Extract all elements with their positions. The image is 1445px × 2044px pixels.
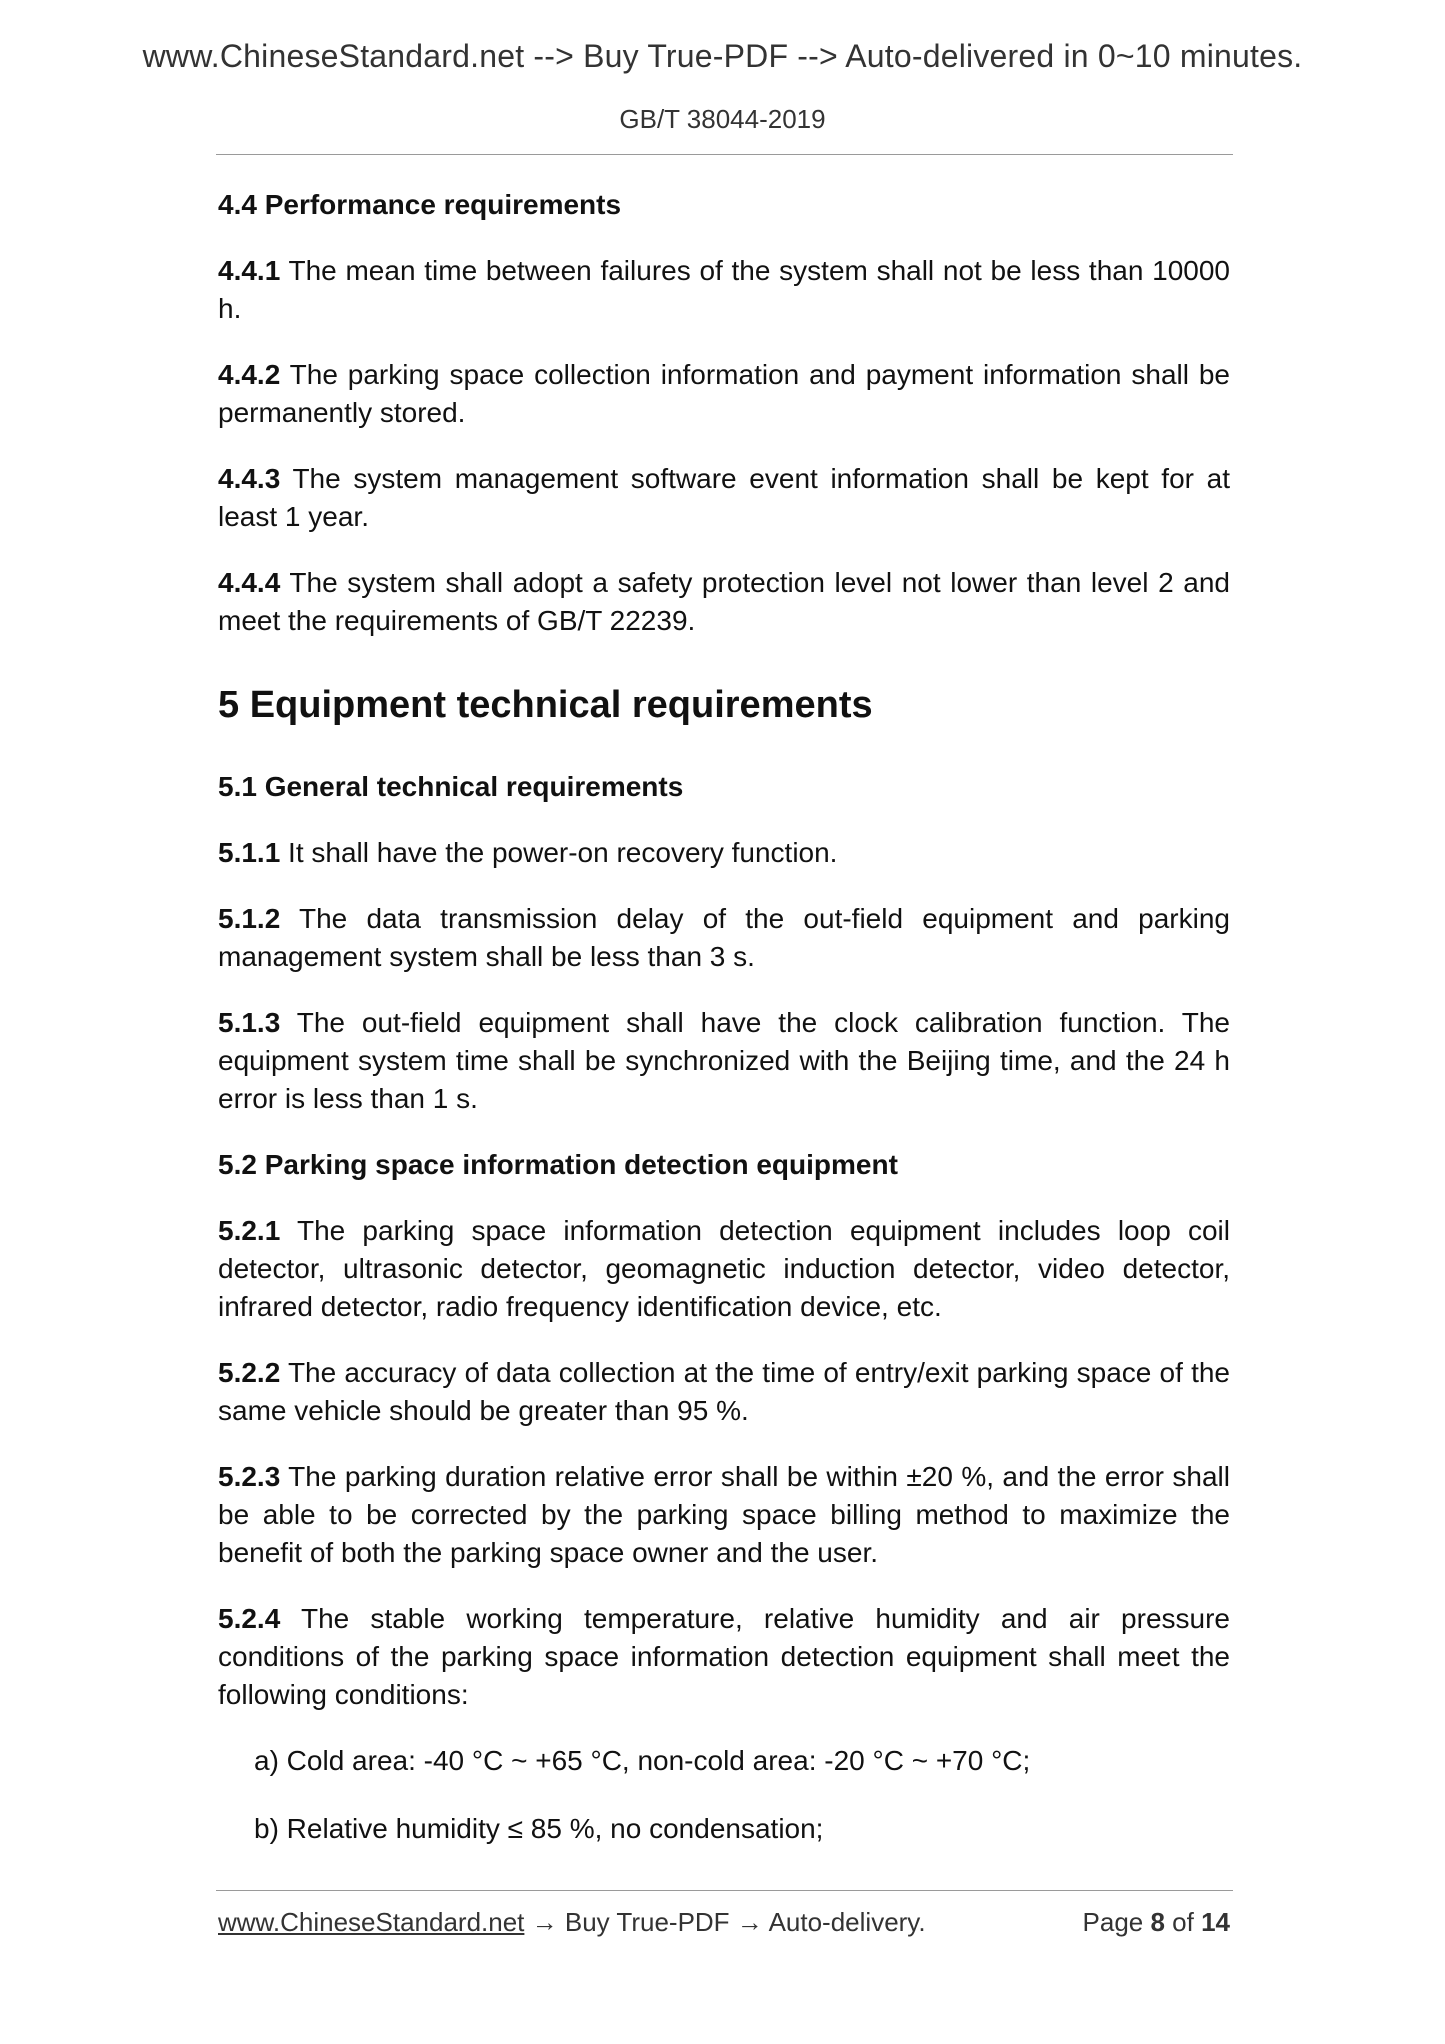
footer-divider bbox=[216, 1890, 1233, 1891]
clause-5-1-1 bbox=[218, 834, 1230, 872]
clause-5-2-4 bbox=[218, 1600, 1230, 1714]
clause-4-4-4 bbox=[218, 564, 1230, 640]
clause-number: 5.2.4 bbox=[218, 1603, 281, 1634]
clause-number: 5.1.3 bbox=[218, 1007, 281, 1038]
clause-text: The system shall adopt a safety protection level not lower than level 2 and meet the requirements of GB/T 22239. bbox=[218, 567, 1230, 636]
clause-text: The parking duration relative error shall be within ±20 %, and the error shall be able to be corrected by the parking space billing method to maximize the benefit of both the parking space owner and the user. bbox=[218, 1461, 1230, 1568]
section-heading-4-4: 4.4 Performance requirements bbox=[218, 189, 622, 220]
clause-5-2-3 bbox=[218, 1458, 1230, 1572]
clause-text: The out-field equipment shall have the clock calibration function. The equipment system time shall be synchronized with the Beijing time, and the 24 h error is less than 1 s. bbox=[218, 1007, 1230, 1114]
footer-tagline: → Buy True-PDF → Auto-delivery. bbox=[524, 1907, 926, 1937]
clause-5-2-2 bbox=[218, 1354, 1230, 1430]
clause-text: It shall have the power-on recovery function. bbox=[280, 837, 838, 868]
clause-4-4-2 bbox=[218, 356, 1230, 432]
clause-number: 5.2.1 bbox=[218, 1215, 281, 1246]
clause-text: The accuracy of data collection at the time of entry/exit parking space of the same vehicle should be greater than 95 %. bbox=[218, 1357, 1230, 1426]
clause-number: 4.4.4 bbox=[218, 567, 281, 598]
document-body bbox=[218, 186, 1230, 1878]
section-heading-5-1: 5.1 General technical requirements bbox=[218, 771, 684, 802]
clause-text: The system management software event information shall be kept for at least 1 year. bbox=[218, 463, 1230, 532]
section-heading-5-2: 5.2 Parking space information detection equipment bbox=[218, 1149, 898, 1180]
chapter-heading-5: 5 Equipment technical requirements bbox=[218, 684, 873, 726]
clause-4-4-3 bbox=[218, 460, 1230, 536]
clause-text: The parking space information detection equipment includes loop coil detector, ultrasonic detector, geomagnetic induction detector, video detector, infrared detector, radio frequency identification device, etc. bbox=[218, 1215, 1230, 1322]
top-banner: www.ChineseStandard.net --> Buy True-PDF --> Auto-delivered in 0~10 minutes. bbox=[142, 38, 1303, 74]
clause-number: 4.4.2 bbox=[218, 359, 281, 390]
clause-5-1-2 bbox=[218, 900, 1230, 976]
clause-number: 5.2.3 bbox=[218, 1461, 281, 1492]
page-number bbox=[1083, 1907, 1230, 1938]
clause-number: 4.4.3 bbox=[218, 463, 281, 494]
clause-text: The data transmission delay of the out-field equipment and parking management system shall be less than 3 s. bbox=[218, 903, 1230, 972]
clause-number: 4.4.1 bbox=[218, 255, 281, 286]
footer-left bbox=[218, 1907, 926, 1938]
page-label: Page bbox=[1082, 1907, 1151, 1937]
page-current: 8 bbox=[1150, 1907, 1165, 1937]
clause-text: The mean time between failures of the system shall not be less than 10000 h. bbox=[218, 255, 1230, 324]
clause-5-2-1 bbox=[218, 1212, 1230, 1326]
list-item-a: a) Cold area: -40 °C ~ +65 °C, non-cold area: -20 °C ~ +70 °C; bbox=[254, 1745, 1031, 1776]
header-divider bbox=[216, 154, 1233, 155]
clause-text: The parking space collection information and payment information shall be permanently stored. bbox=[218, 359, 1230, 428]
clause-5-1-3 bbox=[218, 1004, 1230, 1118]
page-of: of bbox=[1164, 1907, 1202, 1937]
standard-code: GB/T 38044-2019 bbox=[619, 104, 826, 134]
clause-number: 5.1.1 bbox=[218, 837, 281, 868]
footer-site-link[interactable]: www.ChineseStandard.net bbox=[218, 1907, 525, 1937]
clause-number: 5.1.2 bbox=[218, 903, 281, 934]
clause-4-4-1 bbox=[218, 252, 1230, 328]
page-total: 14 bbox=[1201, 1907, 1230, 1937]
clause-number: 5.2.2 bbox=[218, 1357, 281, 1388]
page-footer bbox=[218, 1907, 1230, 1938]
list-item-b: b) Relative humidity ≤ 85 %, no condensation; bbox=[254, 1813, 824, 1844]
clause-text: The stable working temperature, relative humidity and air pressure conditions of the parking space information detection equipment shall meet the following conditions: bbox=[218, 1603, 1230, 1710]
